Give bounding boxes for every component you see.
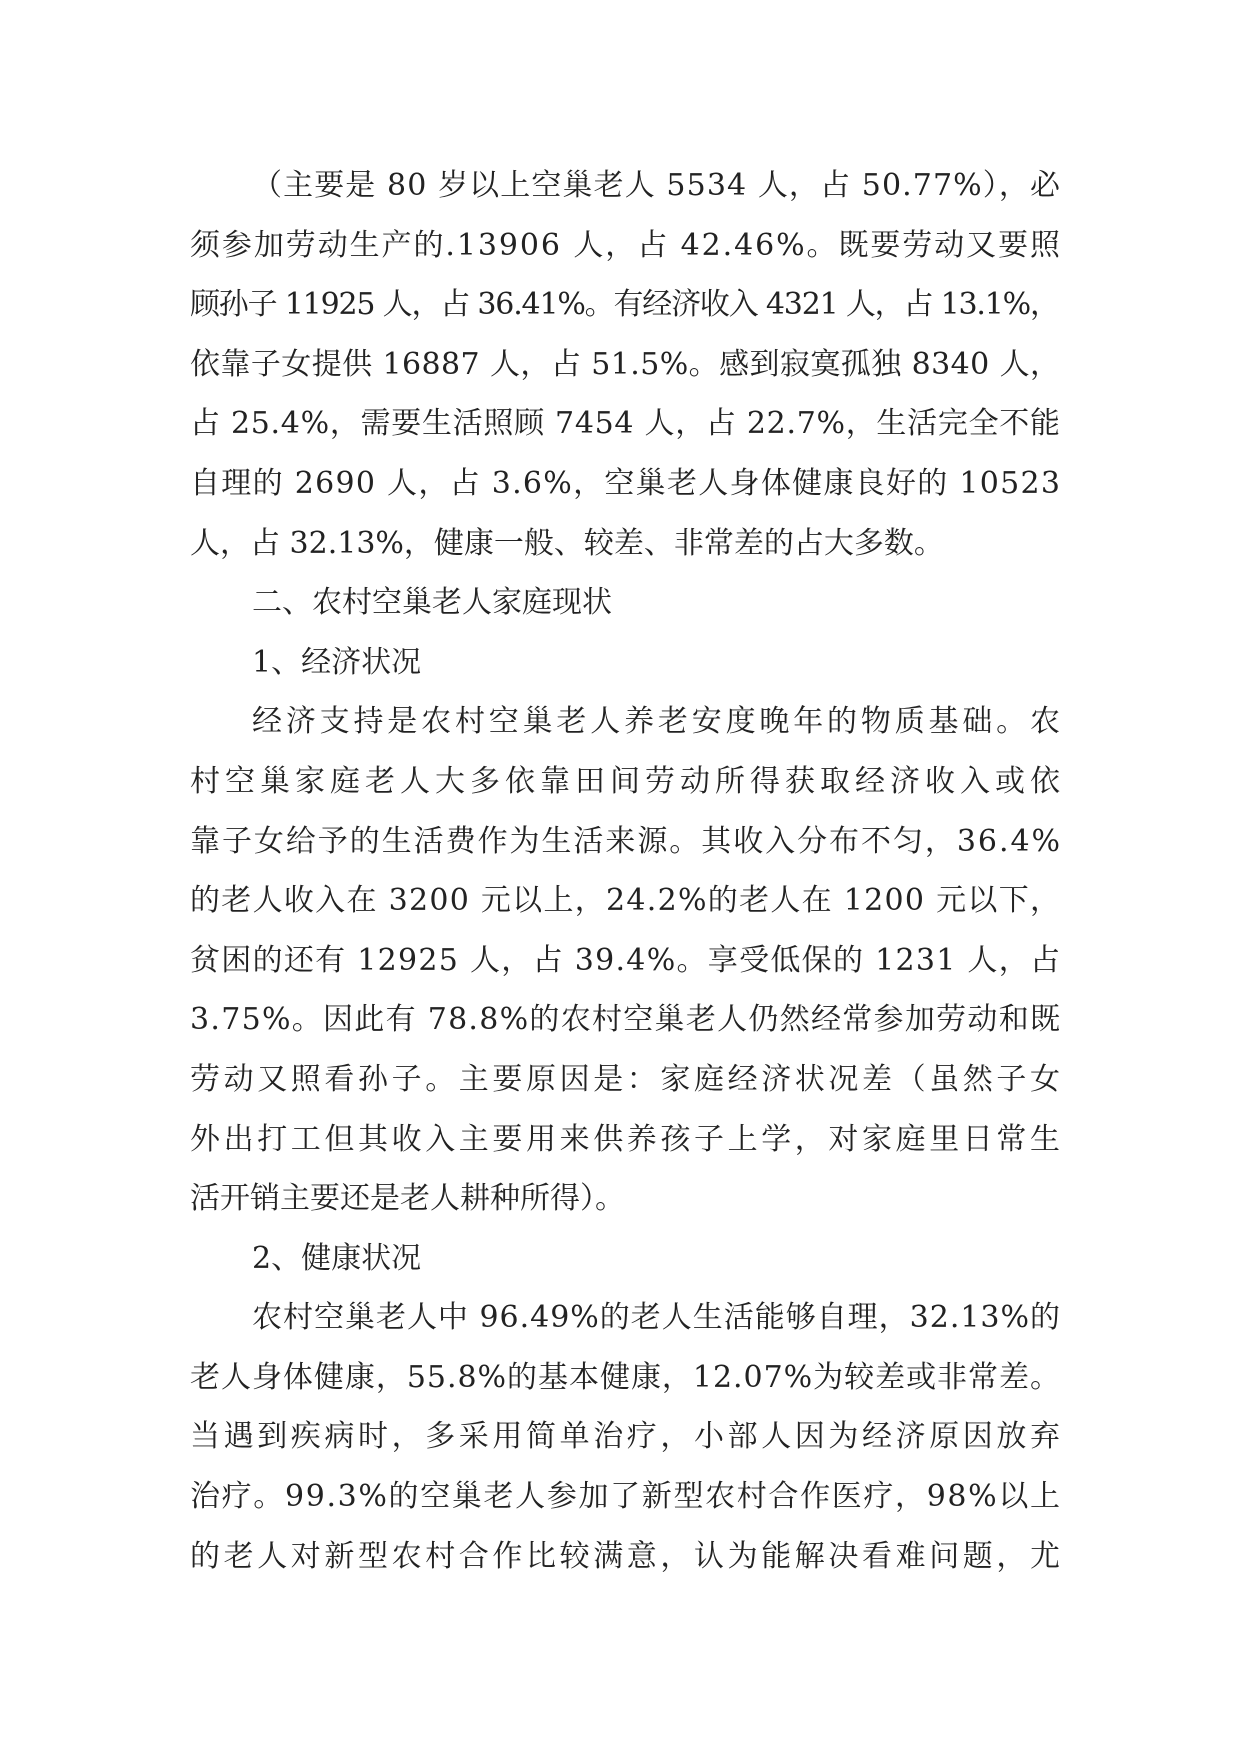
text-line: 老人身体健康，55.8%的基本健康，12.07%为较差或非常差。 [190, 1359, 1061, 1395]
text-line: 村空巢家庭老人大多依靠田间劳动所得获取经济收入或依 [190, 763, 1065, 799]
text-line: 人，占 32.13%，健康一般、较差、非常差的占大多数。 [190, 525, 944, 561]
text-line: 治疗。99.3%的空巢老人参加了新型农村合作医疗，98%以上 [190, 1479, 1062, 1515]
text-line: 的老人对新型农村合作比较满意，认为能解决看难问题，尤 [190, 1538, 1064, 1574]
text-line: 活开销主要还是老人耕种所得）。 [190, 1181, 625, 1217]
text-line: 顾孙子 11925 人，占 36.41%。有经济收入 4321 人，占 13.1%， [190, 287, 1059, 323]
text-line: 1、经济状况 [252, 644, 422, 680]
text-line: 的老人收入在 3200 元以上，24.2%的老人在 1200 元以下， [190, 883, 1062, 919]
text-line: 占 25.4%，需要生活照顾 7454 人，占 22.7%，生活完全不能 [190, 406, 1061, 442]
text-line: 劳动又照看孙子。主要原因是：家庭经济状况差（虽然子女 [190, 1061, 1064, 1097]
text-line: 农村空巢老人中 96.49%的老人生活能够自理，32.13%的 [252, 1300, 1061, 1336]
text-line: 靠子女给予的生活费作为生活来源。其收入分布不匀，36.4% [190, 823, 1062, 859]
text-line: 经济支持是农村空巢老人养老安度晚年的物质基础。农 [252, 704, 1064, 740]
document-body [190, 166, 1065, 1596]
text-line: 外出打工但其收入主要用来供养孩子上学，对家庭里日常生 [190, 1121, 1064, 1157]
text-line: 自理的 2690 人，占 3.6%，空巢老人身体健康良好的 10523 [190, 465, 1062, 501]
text-line: 依靠子女提供 16887 人，占 51.5%。感到寂寞孤独 8340 人， [190, 346, 1061, 382]
text-line: 二、农村空巢老人家庭现状 [252, 585, 612, 621]
text-line: 须参加劳动生产的.13906 人，占 42.46%。既要劳动又要照 [190, 227, 1062, 263]
text-line: 2、健康状况 [252, 1240, 422, 1276]
text-line: 3.75%。因此有 78.8%的农村空巢老人仍然经常参加劳动和既 [190, 1002, 1062, 1038]
text-line: （主要是 80 岁以上空巢老人 5534 人，占 50.77%），必 [252, 168, 1062, 203]
text-line: 当遇到疾病时，多采用简单治疗，小部人因为经济原因放弃 [190, 1419, 1064, 1455]
text-line: 贫困的还有 12925 人，占 39.4%。享受低保的 1231 人，占 [190, 942, 1062, 978]
